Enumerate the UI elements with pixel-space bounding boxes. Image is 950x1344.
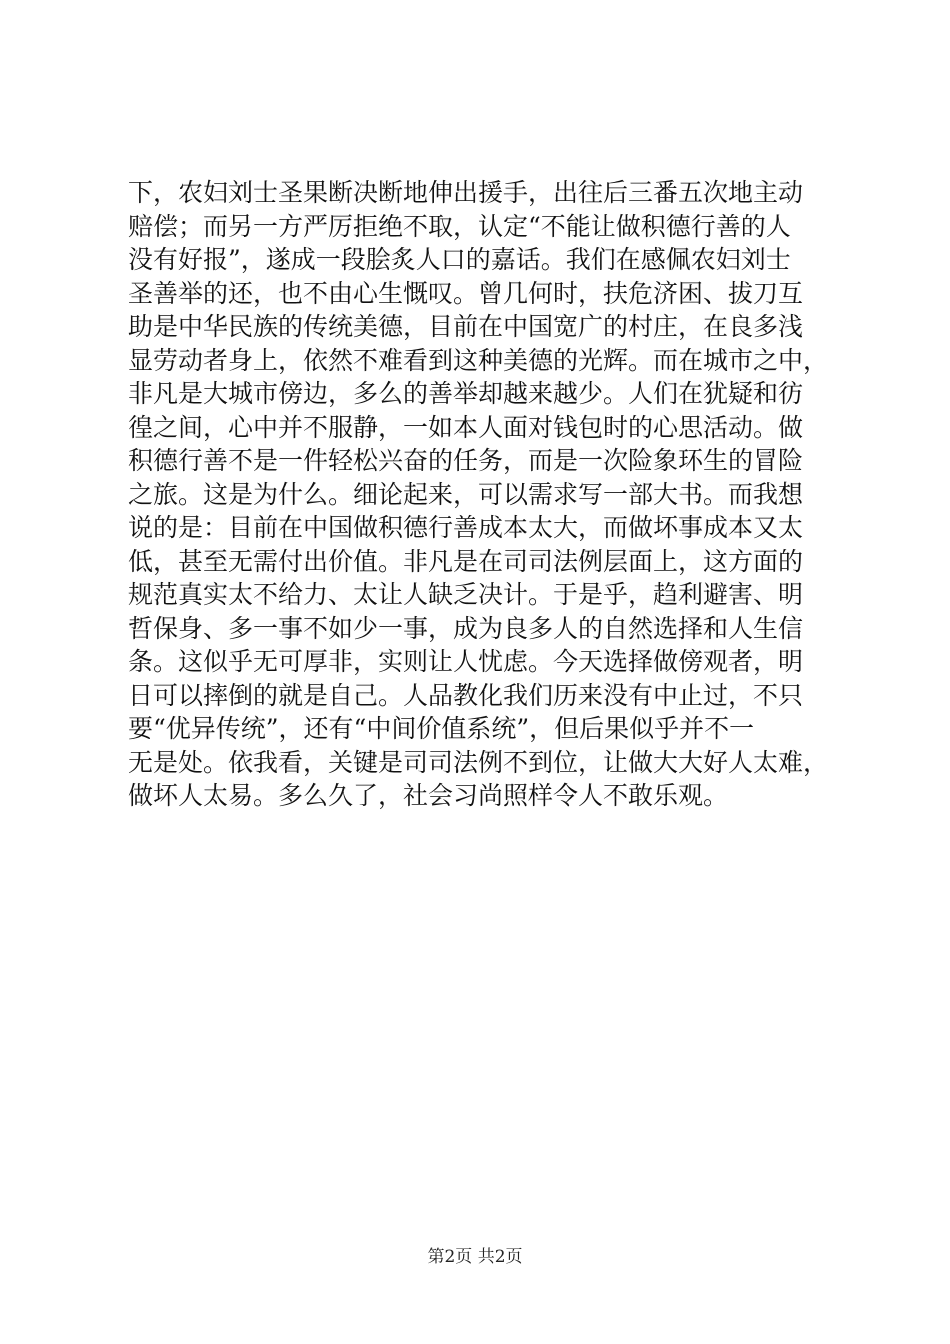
paragraph-line-9: 积德行善不是一件轻松兴奋的任务，而是一次险象环生的冒险 — [128, 446, 804, 475]
paragraph-line-7: 非凡是大城市傍边，多么的善举却越来越少。人们在犹疑和彷 — [128, 379, 804, 408]
paragraph-line-5: 助是中华民族的传统美德，目前在中国宽广的村庄，在良多浅 — [128, 312, 804, 341]
body-paragraph — [128, 176, 828, 813]
paragraph-line-11: 说的是：目前在中国做积德行善成本太大，而做坏事成本又太 — [128, 513, 804, 542]
paragraph-line-19: 做坏人太易。多么久了，社会习尚照样令人不敢乐观。 — [128, 781, 729, 810]
paragraph-line-14: 哲保身、多一事不如少一事，成为良多人的自然选择和人生信 — [128, 613, 804, 643]
paragraph-line-17: 要“优异传统”，还有“中间价值系统”，但后果似乎并不一 — [128, 714, 755, 743]
paragraph-line-6: 显劳动者身上，依然不难看到这种美德的光辉。而在城市之中， — [128, 345, 829, 375]
paragraph-line-16: 日可以摔倒的就是自己。人品教化我们历来没有中止过，不只 — [128, 680, 804, 710]
paragraph-line-2: 赔偿；而另一方严厉拒绝不取，认定“不能让做积德行善的人 — [128, 211, 791, 241]
paragraph-line-12: 低，甚至无需付出价值。非凡是在司司法例层面上，这方面的 — [128, 546, 804, 576]
paragraph-line-18: 无是处。依我看，关键是司司法例不到位，让做大大好人太难， — [128, 747, 829, 777]
paragraph-line-3: 没有好报”，遂成一段脍炙人口的嘉话。我们在感佩农妇刘士 — [128, 245, 791, 274]
paragraph-line-15: 条。这似乎无可厚非，实则让人忧虑。今天选择做傍观者，明 — [128, 647, 804, 676]
paragraph-line-10: 之旅。这是为什么。细论起来，可以需求写一部大书。而我想 — [128, 479, 804, 509]
paragraph-line-4: 圣善举的还，也不由心生慨叹。曾几何时，扶危济困、拔刀互 — [128, 278, 804, 308]
page-number-footer: 第2页 共2页 — [427, 1247, 523, 1267]
paragraph-line-13: 规范真实太不给力、太让人缺乏决计。于是乎，趋利避害、明 — [128, 580, 804, 609]
paragraph-line-8: 徨之间，心中并不服静，一如本人面对钱包时的心思活动。做 — [128, 412, 804, 442]
paragraph-line-1: 下，农妇刘士圣果断决断地伸出援手，出往后三番五次地主动 — [128, 178, 804, 207]
